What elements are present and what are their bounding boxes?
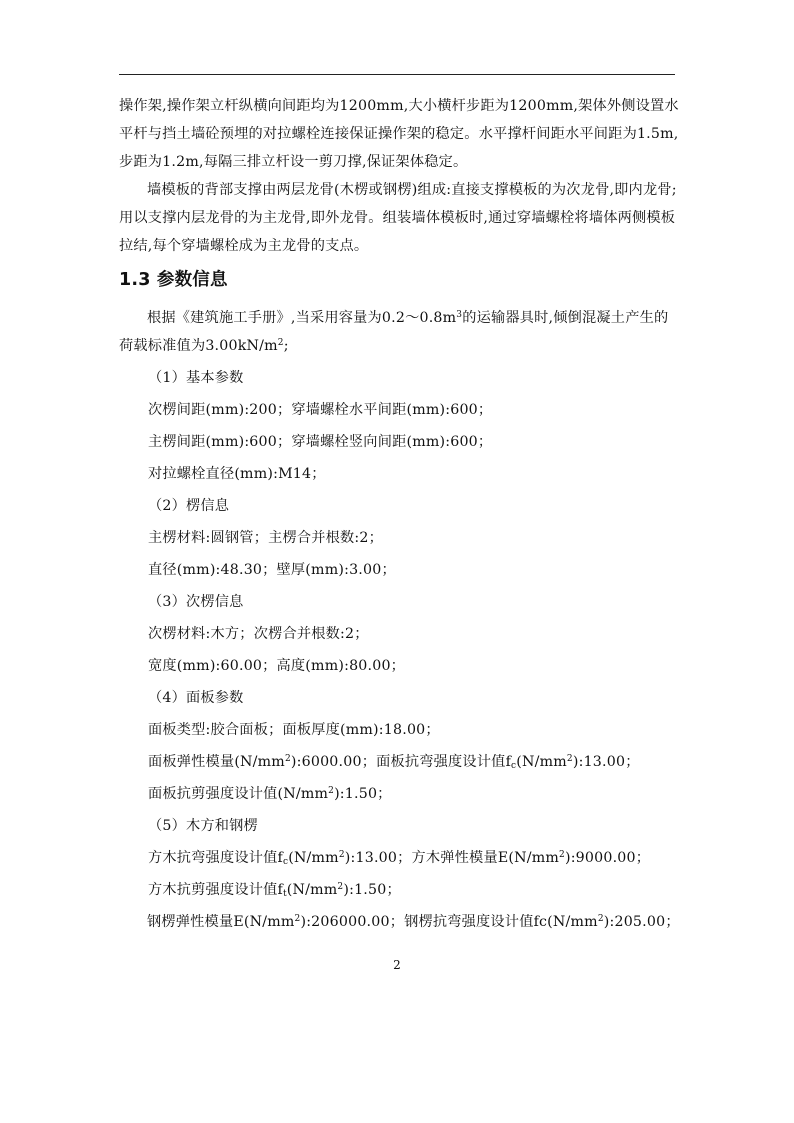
paragraph-intro: 根据《建筑施工手册》,当采用容量为$0.2\sim 0.8m^3$的运输器具时,倾倒混凝土产生的荷载标准值为$3.00kN/m^2$; (119, 310, 669, 354)
paragraph-wall-formwork: 墙模板的背部支撑由两层龙骨(木楞或钢楞)组成:直接支撑模板的为次龙骨,即内龙骨;用以支撑内层龙骨的为主龙骨,即外龙骨。组装墙体模板时,通过穿墙螺栓将墙体两侧模板拉结,每个穿墙螺栓成为主龙骨的支点。 (119, 182, 677, 254)
basic-line-2: 主楞间距(mm):600；穿墙螺栓竖向间距(mm):600； (148, 434, 493, 450)
document-body (119, 92, 681, 936)
heading-basic-params: （1）基本参数 (148, 370, 244, 386)
heading-sub-ridge-info: （3）次楞信息 (148, 594, 244, 610)
section-title: 1.3 参数信息 (119, 270, 228, 290)
panel-line-1: 面板类型:胶合面板；面板厚度(mm):18.00； (148, 722, 440, 738)
heading-wood-steel: （5）木方和钢楞 (148, 818, 258, 834)
header-rule (119, 74, 675, 75)
sub-ridge-line-1: 次楞材料:木方；次楞合并根数:2； (148, 626, 369, 642)
main-ridge-line-2: 直径(mm):48.30；壁厚(mm):3.00； (148, 562, 396, 578)
basic-line-3: 对拉螺栓直径(mm):M14； (148, 466, 326, 482)
sub-ridge-line-2: 宽度(mm):60.00；高度(mm):80.00； (148, 658, 406, 674)
main-ridge-line-1: 主楞材料:圆钢管；主楞合并根数:2； (148, 530, 384, 546)
panel-line-3: 面板抗剪强度设计值$(N/mm^2):1.50$； (148, 786, 392, 802)
heading-ridge-info: （2）楞信息 (148, 498, 230, 514)
basic-line-1: 次楞间距(mm):200；穿墙螺栓水平间距(mm):600； (148, 402, 493, 418)
wood-steel-line-3: 钢楞弹性模量$E(N/mm^2):206000.00$；钢楞抗弯强度设计值$fc(N/mm^2):205.00$； (147, 914, 680, 930)
heading-panel-params: （4）面板参数 (148, 690, 244, 706)
page-number: 2 (393, 958, 401, 972)
wood-steel-line-1: 方木抗弯强度设计值$f_c(N/mm^2):13.00$；方木弹性模量$E(N/mm^2):9000.00$； (148, 850, 651, 867)
paragraph-scaffold: 操作架,操作架立杆纵横向间距均为1200mm,大小横杆步距为1200mm,架体外侧设置水平杆与挡土墙砼预埋的对拉螺栓连接保证操作架的稳定。水平撑杆间距水平间距为1.5m,步距为1.2m,每隔三排立杆设一剪刀撑,保证架体稳定。 (119, 98, 679, 170)
wood-steel-line-2: 方木抗剪强度设计值$f_t(N/mm^2):1.50$； (148, 882, 401, 899)
panel-line-2: 面板弹性模量$(N/mm^2):6000.00$；面板抗弯强度设计值$f_c(N/mm^2):13.00$； (148, 754, 640, 771)
